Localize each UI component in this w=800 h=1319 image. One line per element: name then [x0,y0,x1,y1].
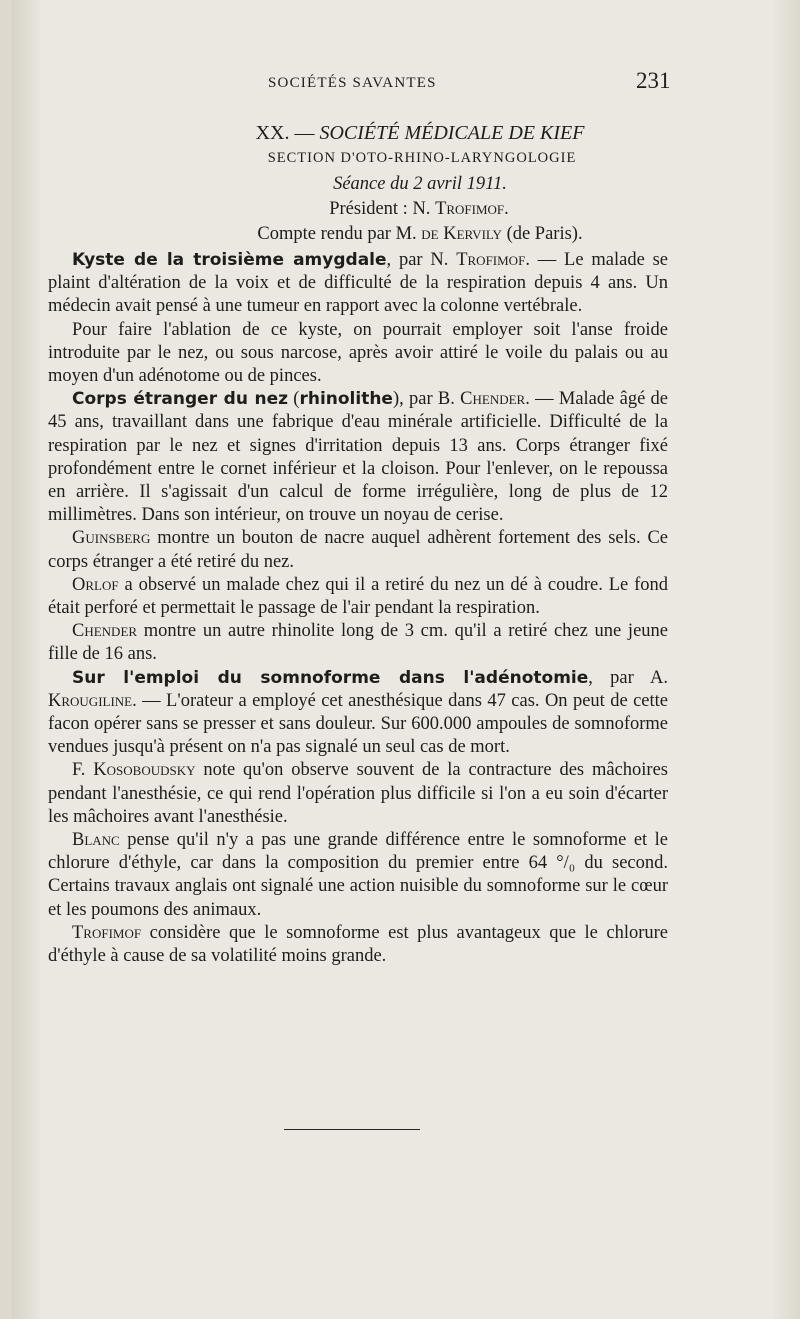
author-name: Trofimof [72,922,142,943]
paragraph-heading: Corps étranger du nez [72,389,289,410]
president-line: Président : N. Trofimof. [329,199,509,219]
paragraph-heading: Kyste de la troisième amygdale [72,250,387,270]
session-date: Séance du 2 avril 1911. [333,174,507,194]
section-title: SECTION D'OTO-RHINO-LARYNGOLOGIE [267,150,577,166]
author-name: Krougiline [48,690,133,711]
paragraph-chender: Chender montre un autre rhinolite long de 3 cm. qu'il a retiré chez une jeune fille de 16 ans. [48,621,668,665]
paragraph-ablation: Pour faire l'ablation de ce kyste, on pourrait employer soit l'anse froide introduite par le nez, ou sous narcose, après avoir attiré le voile du palais ou au moyen d'un adénotome ou de pinces. [48,319,668,387]
section-divider [284,1129,420,1130]
author-name: Chender [72,621,138,642]
society-title: XX. — SOCIÉTÉ MÉDICALE DE KIEF [255,122,585,144]
author-name: Kosoboudsky [93,760,196,781]
paragraph-blanc: Blanc pense qu'il n'y a pas une grande différence entre le somnoforme et le chlorure d'éthyle, car dans la composition du premier entre 64 °/₀ du second. Certains travaux anglais ont signalé une action nuisible du somnoforme sur le cœur et les poumons des animaux. [48,830,668,920]
paragraph-trofimof: Trofimof considère que le somnoforme est plus avantageux que le chlorure d'éthyle à cause de sa volatilité moins grande. [48,922,668,967]
paragraph-kosoboudsky: F. Kosoboudsky note qu'on observe souvent de la contracture des mâchoires pendant l'anesthésie, ce qui rend l'opération plus difficile si l'on a eu soin d'écarter les mâchoires avant l'anesthésie. [48,760,668,827]
running-head: SOCIÉTÉS SAVANTES [268,75,437,91]
author-name: Guinsberg [72,528,151,549]
page-number: 231 [636,68,671,93]
paragraph-heading: Sur l'emploi du somnoforme dans l'adénotomie [72,667,589,688]
paragraph-corps-etranger: Corps étranger du nez (rhinolithe), par B. Chender. — Malade âgé de 45 ans, travaillant dans une fabrique d'eau minérale artificielle. Difficulté de la respiration par le nez et signes d'irritation depuis 13 ans. Corps étranger fixé profondément entre le cornet inférieur et la cloison. Pour l'enlever, on le repoussa en arrière. Il s'agissait d'un calcul de forme irrégulière, long de plus de 12 millimètres. Dans son intérieur, on trouve un noyau de cerise. [48,389,669,526]
paragraph-heading-sub: rhinolithe [299,389,393,410]
paragraph-guinsberg: Guinsberg montre un bouton de nacre auquel adhèrent fortement des sels. Ce corps étranger a été retiré du nez. [48,528,668,572]
paragraph-kyste: Kyste de la troisième amygdale, par N. Trofimof. — Le malade se plaint d'altération de la voix et de difficulté de la respiration depuis 4 ans. Un médecin avait pensé à une tumeur en rapport avec la colonne vertébrale. [48,250,669,317]
paragraph-somnoforme: Sur l'emploi du somnoforme dans l'adénotomie, par A. Krougiline. — L'orateur a employé cet anesthésique dans 47 cas. On peut de cette facon opérer sans se presser et sans douleur. Sur 600.000 ampoules de somnoforme vendues jusqu'à présent on n'a pas signalé un seul cas de mort. [48,667,668,758]
author-name: Trofimof [456,250,526,270]
article-body [48,249,668,968]
page-header [0,70,800,100]
author-name: Orlof [72,574,119,595]
author-name: Blanc [72,830,120,851]
report-line: Compte rendu par M. de Kervily (de Paris). [257,224,583,244]
author-name: Chender [460,389,526,410]
article-title-block [0,122,800,249]
paragraph-orlof: Orlof a observé un malade chez qui il a retiré du nez un dé à coudre. Le fond était perforé et permettait le passage de l'air pendant la respiration. [48,574,668,619]
